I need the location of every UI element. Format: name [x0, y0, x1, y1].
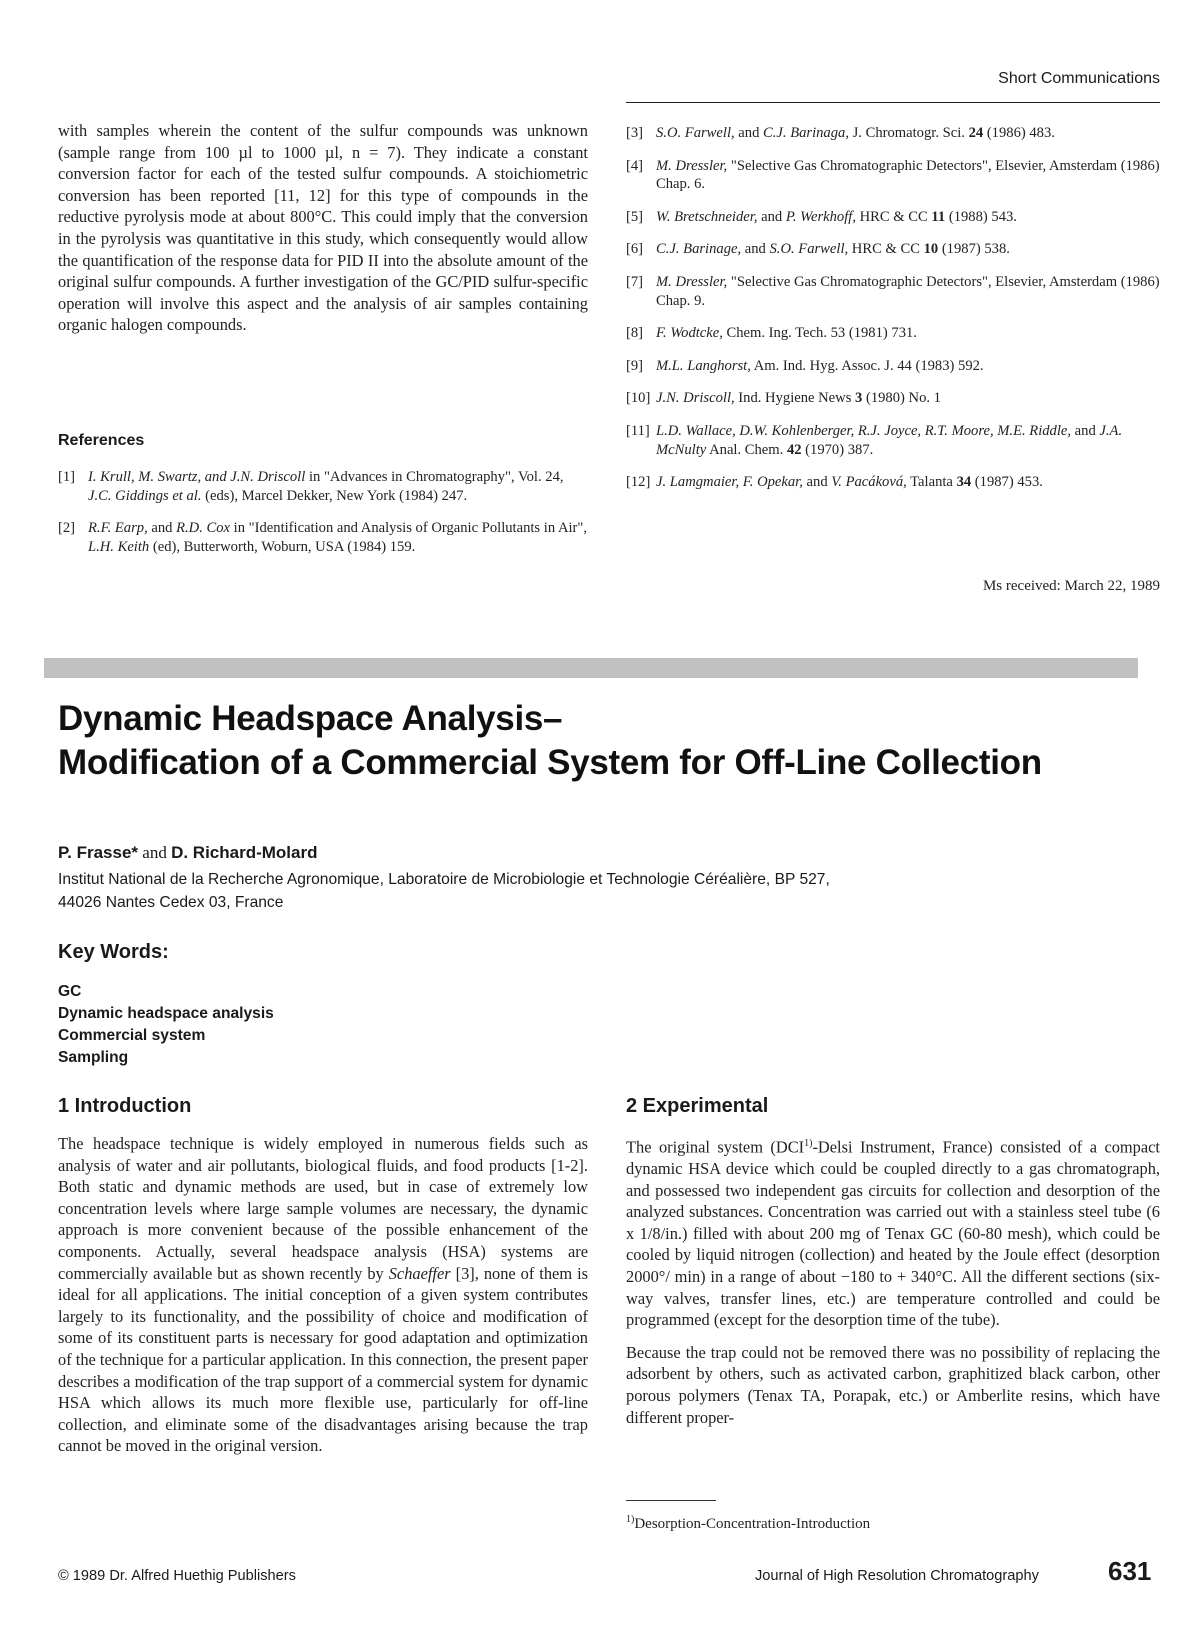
experimental-paragraph-2: Because the trap could not be removed there was no possibility of replacing the adsorbent by others, such as activated carbon, graphitized black carbon, other porous polymers (Tenax TA, Porapak, etc.) or Amberlite resins, which have different proper-: [626, 1342, 1160, 1427]
experimental-body: [626, 1133, 1160, 1428]
reference-number: [2]: [58, 520, 76, 537]
keyword-item: Sampling: [58, 1049, 129, 1066]
running-head: Short Communications: [998, 70, 1160, 87]
author-affiliation: [58, 868, 1058, 914]
author-1: P. Frasse*: [58, 843, 139, 862]
reference-number: [5]: [626, 208, 644, 225]
section-heading-experimental: 2 Experimental: [626, 1095, 769, 1117]
reference-item: [626, 357, 1160, 376]
reference-number: [3]: [626, 125, 644, 141]
references-left-column: [58, 468, 588, 570]
reference-number: [8]: [626, 325, 644, 342]
reference-number: [1]: [58, 469, 76, 485]
reference-text: W. Bretschneider, and P. Werkhoff, HRC & CC 11 (1988) 543.: [656, 208, 1017, 225]
reference-text: I. Krull, M. Swartz, and J.N. Driscoll in "Advances in Chromatography", Vol. 24, J.C. Giddings et al. (eds), Marcel Dekker, New York (1984) 247.: [88, 469, 564, 504]
reference-text: C.J. Barinage, and S.O. Farwell, HRC & CC 10 (1987) 538.: [656, 241, 1010, 258]
manuscript-received-date: Ms received: March 22, 1989: [982, 578, 1160, 594]
author-conjunction: and: [138, 843, 172, 862]
reference-text: F. Wodtcke, Chem. Ing. Tech. 53 (1981) 731.: [656, 325, 917, 342]
section-heading-introduction: 1 Introduction: [58, 1095, 192, 1117]
reference-item: [626, 240, 1160, 259]
reference-number: [11]: [626, 422, 650, 439]
reference-text: M. Dressler, "Selective Gas Chromatographic Detectors", Elsevier, Amsterdam (1986) Chap. 6.: [656, 157, 1160, 193]
reference-text: J.N. Driscoll, Ind. Hygiene News 3 (1980) No. 1: [656, 390, 941, 407]
reference-item: [626, 473, 1160, 492]
reference-number: [12]: [626, 474, 651, 491]
page-number: 631: [1108, 1556, 1152, 1586]
footnote-rule: [626, 1500, 716, 1501]
reference-number: [9]: [626, 357, 644, 374]
article-title: [58, 697, 1168, 785]
keyword-item: GC: [58, 983, 82, 1000]
keyword-item: Dynamic headspace analysis: [58, 1005, 274, 1022]
reference-text: S.O. Farwell, and C.J. Barinaga, J. Chromatogr. Sci. 24 (1986) 483.: [656, 125, 1055, 141]
footnote-marker: 1): [804, 1138, 813, 1149]
keywords-heading: Key Words:: [58, 941, 169, 963]
reference-text: M.L. Langhorst, Am. Ind. Hyg. Assoc. J. 44 (1983) 592.: [656, 357, 984, 374]
article-authors: [58, 843, 317, 863]
reference-number: [7]: [626, 273, 644, 290]
introduction-body: [58, 1133, 588, 1457]
reference-text: R.F. Earp, and R.D. Cox in "Identification and Analysis of Organic Pollutants in Air", L.H. Keith (ed), Butterworth, Woburn, USA (1984) 159.: [88, 520, 588, 555]
reference-item: [58, 519, 588, 556]
reference-text: M. Dressler, "Selective Gas Chromatographic Detectors", Elsevier, Amsterdam (1986) Chap. 9.: [656, 273, 1160, 309]
prev-article-body: [58, 120, 588, 336]
affiliation-line-2: 44026 Nantes Cedex 03, France: [58, 894, 284, 911]
copyright-notice: © 1989 Dr. Alfred Huethig Publishers: [58, 1568, 296, 1584]
header-rule: [626, 102, 1160, 103]
affiliation-line-1: Institut National de la Recherche Agronomique, Laboratoire de Microbiologie et Technologie Céréalière, BP 527,: [58, 871, 830, 888]
reference-text: L.D. Wallace, D.W. Kohlenberger, R.J. Joyce, R.T. Moore, M.E. Riddle, and J.A. McNulty Anal. Chem. 42 (1970) 387.: [656, 422, 1123, 458]
journal-name: Journal of High Resolution Chromatography: [755, 1568, 1039, 1584]
references-right-column: [626, 124, 1160, 506]
references-heading: References: [58, 432, 145, 449]
cited-author-name: Schaeffer: [388, 1263, 451, 1283]
reference-item: [626, 124, 1160, 143]
article-title-line-2: Modification of a Commercial System for Off-Line Collection: [58, 743, 1042, 782]
reference-item: [626, 389, 1160, 408]
reference-number: [6]: [626, 241, 644, 258]
experimental-paragraph-1: The original system (DCI$^{1)}$-Delsi Instrument, France) consisted of a compact dynamic HSA device which could be coupled directly to a gas chromatograph, and possessed two independent gas circuits for collection and desorption of the analyzed substances. Concentration was carried out with a stainless steel tube (6 x 1/8/in.) filled with about 200 mg of Tenax GC (60-80 mesh), which could be cooled by liquid nitrogen (collection) and heated by the Joule effect (desorption 2000°/ min) in a range of about −180 to + 340°C. All the different sections (six-way valves, transfer lines, etc.) are temperature controlled and could be programmed (except for the desorption time of the tube).: [626, 1137, 1160, 1330]
prev-article-paragraph: with samples wherein the content of the sulfur compounds was unknown (sample range from 100 µl to 1000 µl, n = 7). They indicate a constant conversion factor for each of the tested sulfur compounds. A stoichiometric conversion has been reported [11, 12] for this type of compounds in the reductive pyrolysis mode at about 800°C. This could imply that the conversion in the pyrolysis was quantitative in this study, which consequently would allow the quantification of the response data for PID II into the absolute amount of the original sulfur compounds. A further investigation of the GC/PID sulfur-specific operation will involve this aspect and the analysis of air samples containing organic halogen compounds.: [58, 121, 588, 335]
reference-item: [626, 157, 1160, 194]
reference-item: [626, 208, 1160, 227]
author-2: D. Richard-Molard: [171, 843, 318, 862]
reference-number: [10]: [626, 390, 651, 407]
keyword-item: Commercial system: [58, 1027, 206, 1044]
article-title-line-1: Dynamic Headspace Analysis–: [58, 699, 563, 738]
article-separator-bar: [44, 658, 1138, 678]
keywords-list: [58, 981, 274, 1069]
reference-item: [626, 422, 1160, 459]
footnote: $^{1)}$Desorption-Concentration-Introduction: [626, 1514, 871, 1532]
introduction-paragraph: The headspace technique is widely employed in numerous fields such as analysis of water and air pollutants, biological fluids, and food products [1-2]. Both static and dynamic methods are used, but in case of extremely low concentration levels where large sample volumes are necessary, the dynamic approach is more convenient because of the possible enhancement of the components. Actually, several headspace analysis (HSA) systems are commercially available but as shown recently by Schaeffer [3], none of them is ideal for all applications. The initial conception of a given system contributes largely to its functionality, and the possibility of choice and modification of some of its constituent parts is necessary for good adaptation and optimization of the technique for a particular application. In this connection, the present paper describes a modification of the trap support of a commercial system for dynamic HSA which allows its much more flexible use, particularly for off-line collection, and eliminate some of the disadvantages arising because the trap cannot be moved in the original version.: [58, 1134, 588, 1456]
reference-item: [626, 324, 1160, 343]
reference-item: [626, 273, 1160, 310]
reference-text: J. Lamgmaier, F. Opekar, and V. Pacáková, Talanta 34 (1987) 453.: [656, 474, 1043, 491]
reference-item: [58, 468, 588, 505]
reference-number: [4]: [626, 157, 644, 174]
